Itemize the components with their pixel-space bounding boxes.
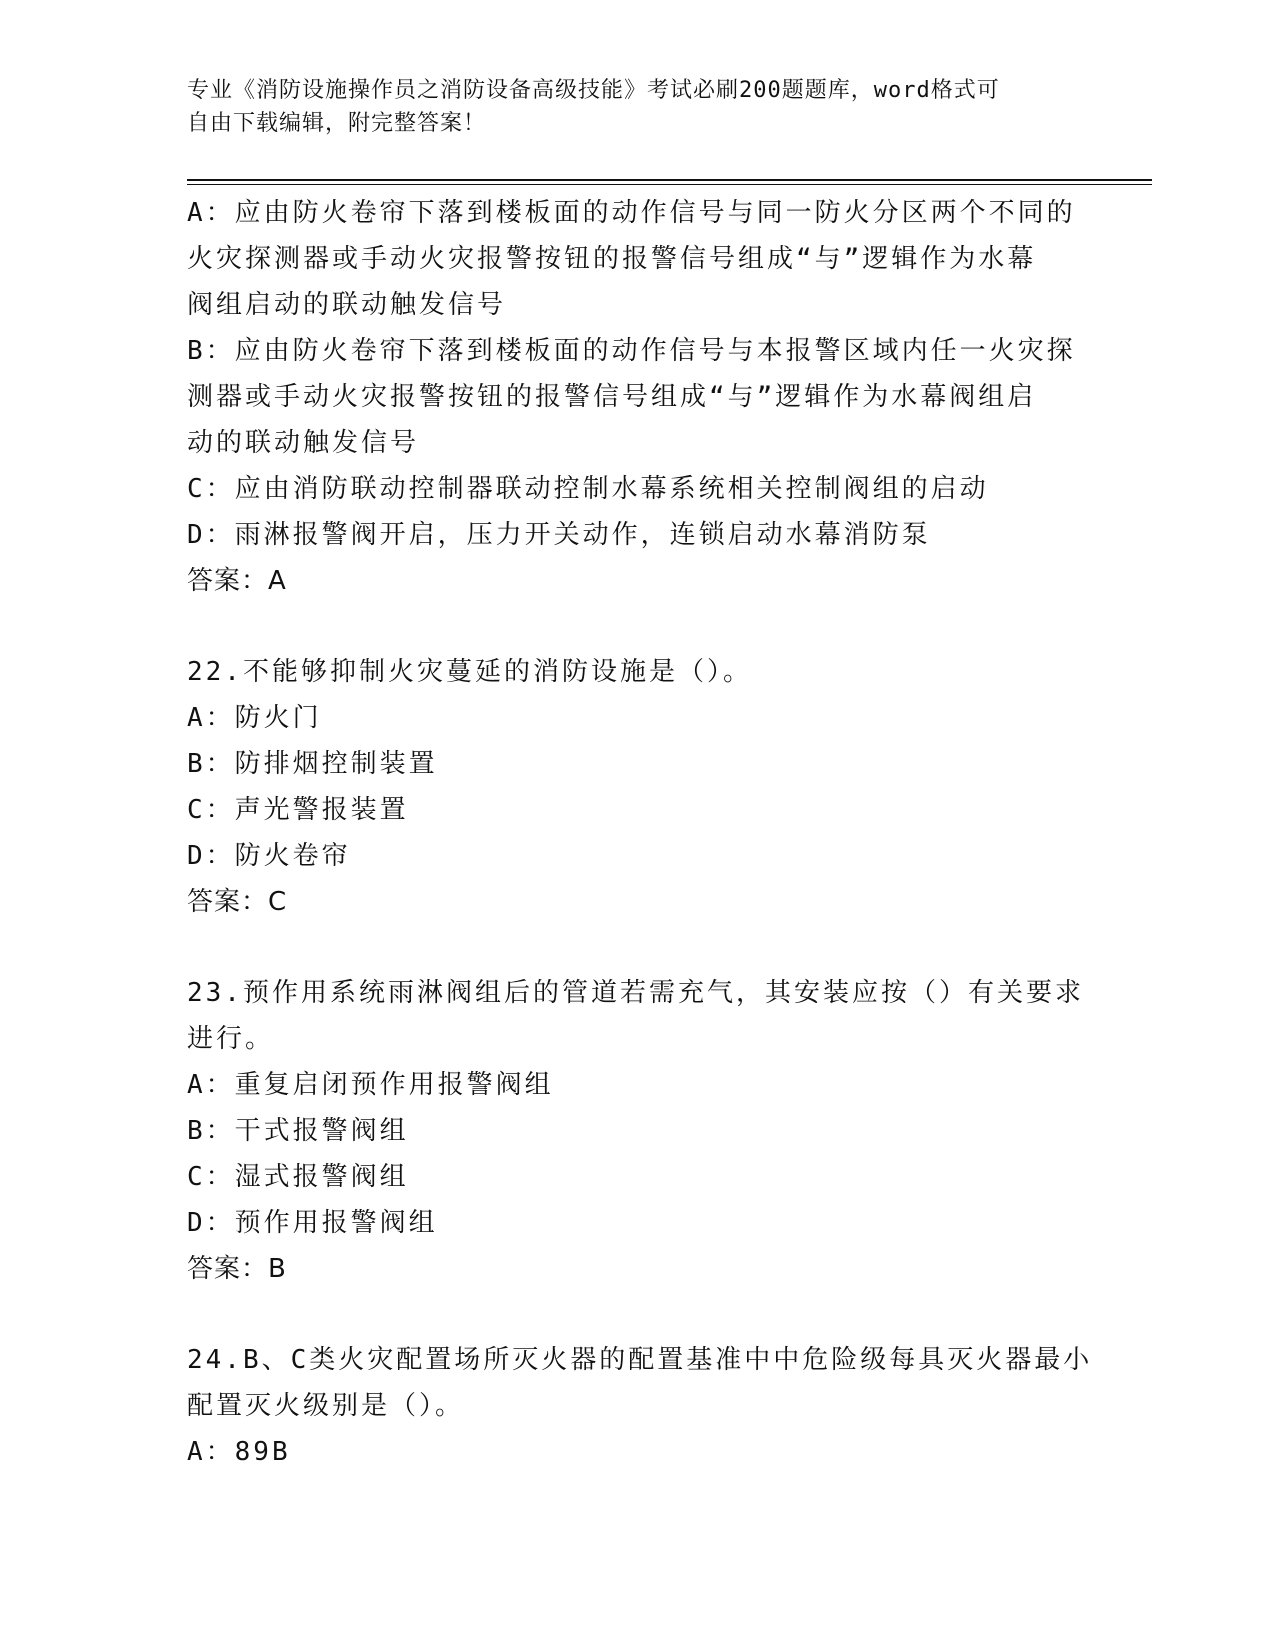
header-line-1: 专业《消防设施操作员之消防设备高级技能》考试必刷200题题库，word格式可	[187, 78, 1000, 103]
question-stem-line-1: 24.B、C类火灾配置场所灭火器的配置基准中中危险级每具灭火器最小	[187, 1345, 1093, 1375]
spacer	[187, 925, 1077, 970]
question-stem-line-2: 配置灭火级别是（）。	[187, 1391, 465, 1421]
document-header	[187, 74, 1067, 140]
spacer	[187, 1292, 1077, 1337]
answer: 答案：C	[187, 887, 288, 917]
option-d: D：预作用报警阀组	[187, 1208, 438, 1238]
question-stem: 22.不能够抑制火灾蔓延的消防设施是（）。	[187, 657, 752, 687]
option-c: C：声光警报装置	[187, 795, 409, 825]
option-a-line-2: 火灾探测器或手动火灾报警按钮的报警信号组成“与”逻辑作为水幕	[187, 244, 1037, 274]
header-divider	[187, 179, 1152, 185]
option-a: A：重复启闭预作用报警阀组	[187, 1070, 554, 1100]
option-c: C：应由消防联动控制器联动控制水幕系统相关控制阀组的启动	[187, 474, 989, 504]
option-b: B：干式报警阀组	[187, 1116, 409, 1146]
option-a-line-3: 阀组启动的联动触发信号	[187, 290, 507, 320]
header-line-2: 自由下载编辑，附完整答案！	[187, 111, 487, 136]
option-a: A：89B	[187, 1437, 291, 1467]
option-a: A：防火门	[187, 703, 322, 733]
spacer	[187, 604, 1077, 649]
answer: 答案：B	[187, 1254, 287, 1284]
option-d: D：防火卷帘	[187, 841, 351, 871]
option-a-line-1: A：应由防火卷帘下落到楼板面的动作信号与同一防火分区两个不同的	[187, 198, 1076, 228]
question-stem-line-2: 进行。	[187, 1024, 275, 1054]
question-list	[187, 190, 1093, 1475]
question-22	[187, 649, 1077, 925]
answer: 答案：A	[187, 566, 287, 596]
question-24	[187, 1337, 1093, 1475]
option-b-line-2: 测器或手动火灾报警按钮的报警信号组成“与”逻辑作为水幕阀组启	[187, 382, 1037, 412]
option-c: C：湿式报警阀组	[187, 1162, 409, 1192]
option-b-line-3: 动的联动触发信号	[187, 428, 420, 458]
option-b-line-1: B：应由防火卷帘下落到楼板面的动作信号与本报警区域内任一火灾探	[187, 336, 1076, 366]
question-23	[187, 970, 1084, 1292]
question-21-tail	[187, 190, 1077, 604]
option-d: D：雨淋报警阀开启，压力开关动作，连锁启动水幕消防泵	[187, 520, 931, 550]
question-stem-line-1: 23.预作用系统雨淋阀组后的管道若需充气，其安装应按（）有关要求	[187, 978, 1084, 1008]
option-b: B：防排烟控制装置	[187, 749, 438, 779]
